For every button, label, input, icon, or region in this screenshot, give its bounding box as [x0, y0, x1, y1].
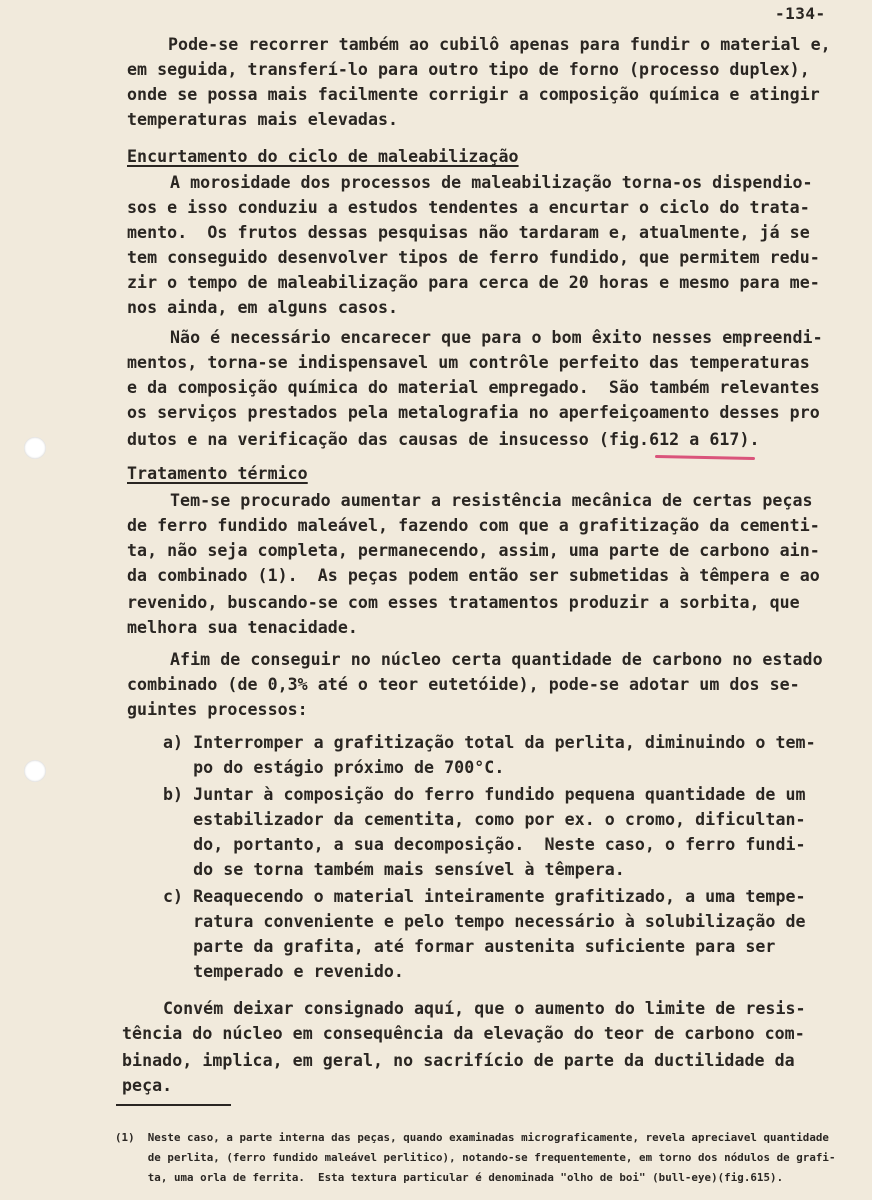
paragraph-line: sos e isso conduziu a estudos tendentes a encurtar o ciclo do trata- — [127, 198, 810, 217]
paragraph-line: combinado (de 0,3% até o teor eutetóide), pode-se adotar um dos se- — [127, 675, 800, 694]
paragraph-line: Tem-se procurado aumentar a resistência mecânica de certas peças — [170, 491, 813, 510]
paragraph-line: em seguida, transferí-lo para outro tipo de forno (processo duplex), — [127, 60, 810, 79]
paragraph-line: Convém deixar consignado aquí, que o aumento do limite de resis- — [163, 999, 806, 1018]
paragraph-line: revenido, buscando-se com esses tratamentos produzir a sorbita, que — [127, 593, 800, 612]
paragraph-line: zir o tempo de maleabilização para cerca de 20 horas e mesmo para me- — [127, 273, 820, 292]
list-item-line: parte da grafita, até formar austenita suficiente para ser — [163, 937, 776, 956]
page-number: -134- — [775, 4, 826, 23]
red-underline-mark — [655, 455, 755, 460]
paragraph-line: tem conseguido desenvolver tipos de ferro fundido, que permitem redu- — [127, 248, 820, 267]
list-item-line: c) Reaquecendo o material inteiramente grafitizado, a uma tempe- — [163, 887, 806, 906]
footnote-separator — [116, 1104, 231, 1106]
paragraph-line: dutos e na verificação das causas de insucesso (fig.612 a 617). — [127, 430, 760, 449]
paragraph-line: A morosidade dos processos de maleabilização torna-os dispendio- — [170, 173, 813, 192]
paragraph-line: Afim de conseguir no núcleo certa quantidade de carbono no estado — [170, 650, 823, 669]
paragraph-line: ta, não seja completa, permanecendo, assim, uma parte de carbono ain- — [127, 541, 820, 560]
footnote-line: ta, uma orla de ferrita. Esta textura particular é denominada "olho de boi" (bull-eye)(fig.615). — [115, 1171, 784, 1184]
paragraph-line: da combinado (1). As peças podem então ser submetidas à têmpera e ao — [127, 566, 820, 585]
list-item-line: estabilizador da cementita, como por ex. o cromo, dificultan- — [163, 810, 806, 829]
list-item-line: do se torna também mais sensível à têmpera. — [163, 860, 625, 879]
list-item-line: a) Interromper a grafitização total da perlita, diminuindo o tem- — [163, 733, 816, 752]
paragraph-line: mento. Os frutos dessas pesquisas não tardaram e, atualmente, já se — [127, 223, 810, 242]
paragraph-line: tência do núcleo em consequência da elevação do teor de carbono com- — [122, 1024, 805, 1043]
paragraph-line: temperaturas mais elevadas. — [127, 110, 399, 129]
paragraph-line: e da composição química do material empregado. São também relevantes — [127, 378, 820, 397]
paragraph-line: nos ainda, em alguns casos. — [127, 298, 399, 317]
list-item-line: temperado e revenido. — [163, 962, 404, 981]
list-item-line: b) Juntar à composição do ferro fundido pequena quantidade de um — [163, 785, 806, 804]
footnote-line: (1) Neste caso, a parte interna das peças, quando examinadas micrograficamente, revela apreciavel quantidade — [115, 1131, 829, 1144]
list-item-line: do, portanto, a sua decomposição. Neste caso, o ferro fundi- — [163, 835, 806, 854]
paragraph-line: binado, implica, em geral, no sacrifício de parte da ductilidade da — [122, 1051, 795, 1070]
paragraph-line: melhora sua tenacidade. — [127, 618, 358, 637]
paragraph-line: mentos, torna-se indispensavel um contrôle perfeito das temperaturas — [127, 353, 810, 372]
paragraph-line: guintes processos: — [127, 700, 308, 719]
section-heading: Encurtamento do ciclo de maleabilização — [127, 147, 519, 166]
paragraph-line: Pode-se recorrer também ao cubilô apenas para fundir o material e, — [168, 35, 831, 54]
section-heading: Tratamento térmico — [127, 464, 308, 483]
list-item-line: ratura conveniente e pelo tempo necessário à solubilização de — [163, 912, 806, 931]
footnote-line: de perlita, (ferro fundido maleável perlitico), notando-se frequentemente, em torno dos nódulos de grafi- — [115, 1151, 836, 1164]
list-item-line: po do estágio próximo de 700°C. — [163, 758, 505, 777]
paragraph-line: Não é necessário encarecer que para o bom êxito nesses empreendi- — [170, 328, 823, 347]
paragraph-line: peça. — [122, 1076, 173, 1095]
punch-hole — [24, 437, 46, 459]
paragraph-line: onde se possa mais facilmente corrigir a composição química e atingir — [127, 85, 820, 104]
paragraph-line: os serviços prestados pela metalografia no aperfeiçoamento desses pro — [127, 403, 820, 422]
punch-hole — [24, 760, 46, 782]
paragraph-line: de ferro fundido maleável, fazendo com que a grafitização da cementi- — [127, 516, 820, 535]
